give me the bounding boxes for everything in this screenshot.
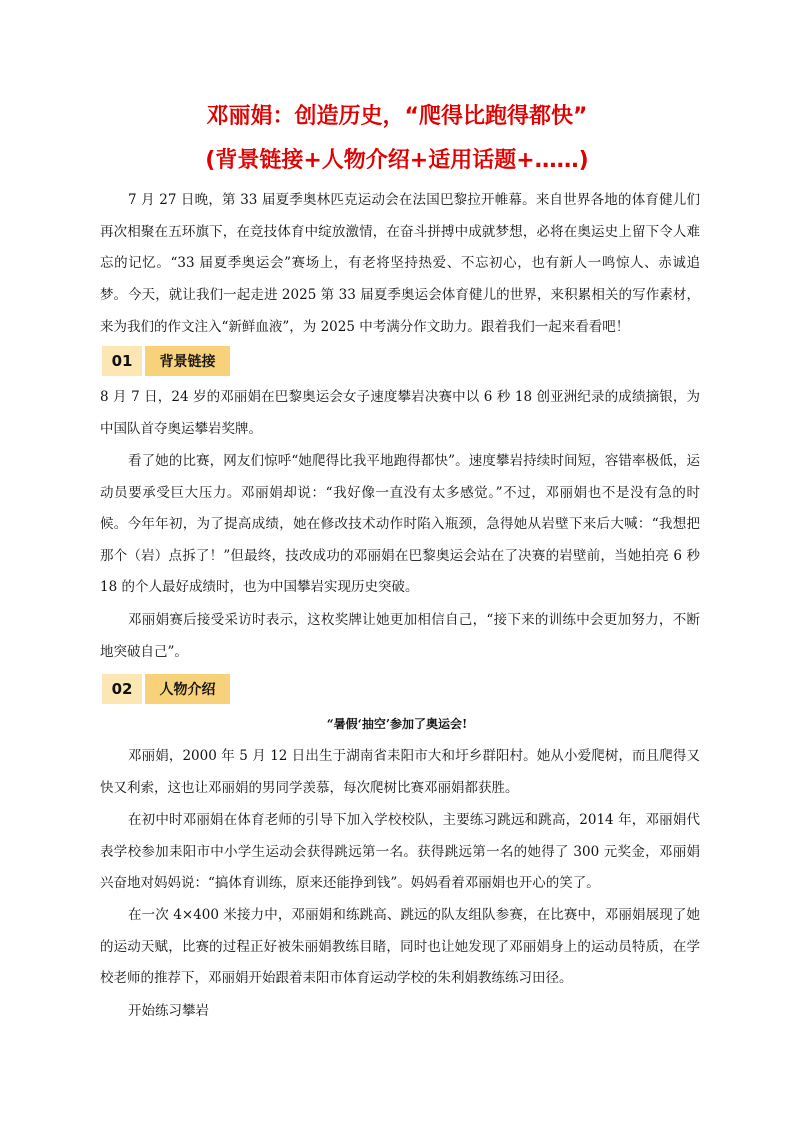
profile-paragraph-2: 在初中时邓丽娟在体育老师的引导下加入学校校队，主要练习跳远和跳高，2014 年，邓丽娟代表学校参加耒阳市中小学生运动会获得跳远第一名。获得跳远第一名的她得了 300 元奖金，邓丽娟兴奋地对妈妈说：“搞体育训练，原来还能挣到钱”。妈妈看着邓丽娟也开心的笑了。 — [100, 812, 700, 892]
section-number: 02 — [102, 674, 142, 704]
section-label: 人物介绍 — [145, 674, 230, 704]
section-header-background — [102, 346, 230, 376]
section-label: 背景链接 — [145, 346, 230, 376]
profile-paragraph-3: 在一次 4×400 米接力中，邓丽娟和练跳高、跳远的队友组队参赛，在比赛中，邓丽娟展现了她的运动天赋，比赛的过程正好被朱丽娟教练目睹，同时也让她发现了邓丽娟身上的运动员特质，在学校老师的推荐下，邓丽娟开始跟着耒阳市体育运动学校的朱利娟教练练习田径。 — [100, 907, 700, 987]
background-paragraph-2: 看了她的比赛，网友们惊呼“她爬得比我平地跑得都快”。速度攀岩持续时间短，容错率极低，运动员要承受巨大压力。邓丽娟却说：“我好像一直没有太多感觉。”不过，邓丽娟也不是没有急的时候。今年年初，为了提高成绩，她在修改技术动作时陷入瓶颈，急得她从岩壁下来后大喊：“我想把那个（岩）点拆了！”但最终，技改成功的邓丽娟在巴黎奥运会站在了决赛的岩壁前，当她拍亮 6 秒 18 的个人最好成绩时，也为中国攀岩实现历史突破。 — [100, 453, 700, 596]
intro-paragraph-1: 7 月 27 日晚，第 33 届夏季奥林匹克运动会在法国巴黎拉开帷幕。来自世界各地的体育健儿们再次相聚在五环旗下，在竞技体育中绽放激情，在奋斗拼搏中成就梦想，必将在奥运史上留下令人难忘的记忆。“33 届夏季奥运会”赛场上，有老将坚持热爱、不忘初心，也有新人一鸣惊人、赤诚追梦。 — [100, 192, 700, 303]
section-header-profile — [102, 674, 230, 704]
intro-paragraph-2: 今天，就让我们一起走进 2025 第 33 届夏季奥运会体育健儿的世界，来积累相关的写作素材，来为我们的作文注入“新鲜血液”，为 2025 中考满分作文助力。跟着我们一起来看看吧！ — [100, 287, 700, 335]
background-paragraph-3: 邓丽娟赛后接受采访时表示，这枚奖牌让她更加相信自己，“接下来的训练中会更加努力，不断地突破自己”。 — [100, 612, 700, 660]
article-subtitle: (背景链接+人物介绍+适用话题+……) — [205, 148, 589, 173]
background-paragraph-1: 8 月 7 日，24 岁的邓丽娟在巴黎奥运会女子速度攀岩决赛中以 6 秒 18 创亚洲纪录的成绩摘银，为中国队首夺奥运攀岩奖牌。 — [100, 389, 700, 437]
profile-paragraph-4: 开始练习攀岩 — [128, 1003, 209, 1019]
profile-paragraph-1: 邓丽娟，2000 年 5 月 12 日出生于湖南省耒阳市大和圩乡群阳村。她从小爱爬树，而且爬得又快又利索，这也让邓丽娟的男同学羡慕，每次爬树比赛邓丽娟都获胜。 — [100, 748, 700, 796]
article-title: 邓丽娟：创造历史，“爬得比跑得都快” — [206, 104, 588, 129]
section-number: 01 — [102, 346, 142, 376]
profile-subheading: “暑假‘抽空’参加了奥运会! — [326, 717, 468, 731]
